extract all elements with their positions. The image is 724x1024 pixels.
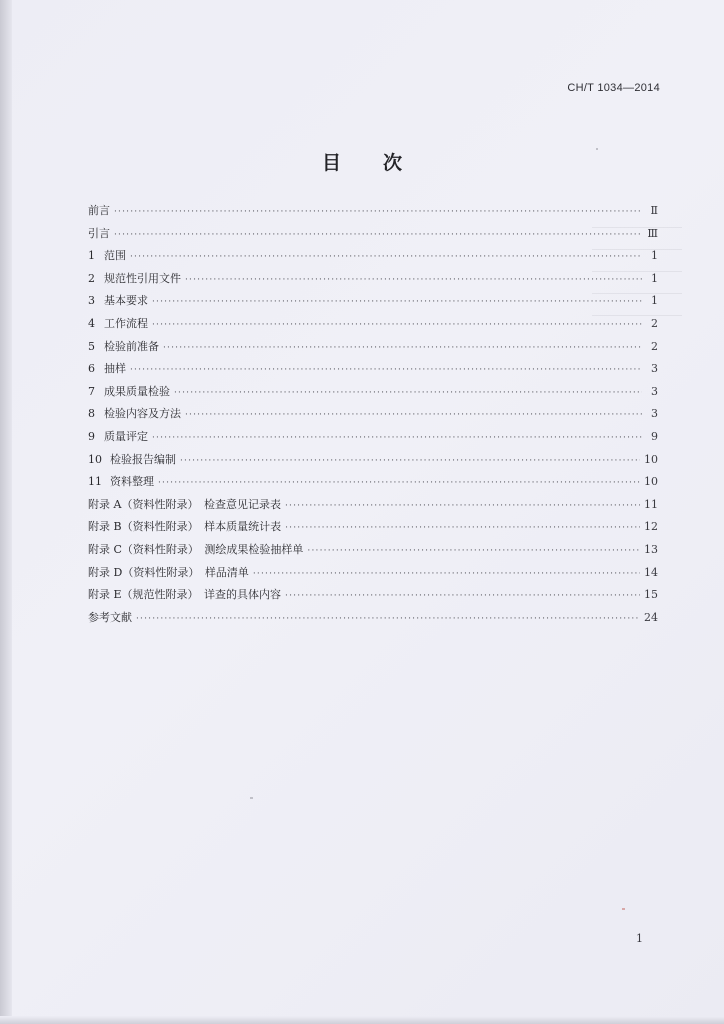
- toc-entry-title: 抽样: [104, 362, 126, 376]
- toc-entry-number: 6: [88, 362, 95, 376]
- toc-entry-title: 附录 D（资料性附录） 样品清单: [88, 565, 249, 579]
- toc-entry-page: 24: [644, 610, 658, 624]
- toc-entry-page: 1: [651, 271, 658, 285]
- toc-entry-label: [88, 516, 285, 539]
- toc-entry-label: [88, 200, 114, 223]
- toc-leader-dots: [130, 246, 642, 269]
- toc-entry-label: [88, 562, 253, 585]
- toc-entry-appendix-b[interactable]: [88, 516, 658, 539]
- toc-entry-page: 14: [644, 565, 658, 579]
- scan-speck: [250, 797, 253, 799]
- toc-leader-dots: [152, 427, 642, 450]
- toc-entry-page: 13: [644, 542, 658, 556]
- toc-leader-dots: [114, 224, 642, 247]
- page-bottom-edge: [0, 1016, 724, 1024]
- toc-entry-appendix-e[interactable]: [88, 584, 658, 607]
- toc-entry-label: [88, 290, 152, 313]
- toc-entry-9[interactable]: [88, 426, 658, 449]
- toc-entry-title: 工作流程: [104, 316, 148, 330]
- toc-list: [88, 200, 658, 629]
- toc-entry-page: 9: [651, 429, 658, 443]
- toc-entry-8[interactable]: [88, 403, 658, 426]
- toc-entry-references[interactable]: [88, 607, 658, 630]
- toc-entry-number: 8: [88, 407, 95, 421]
- toc-entry-title: 参考文献: [88, 610, 132, 624]
- toc-entry-page: 1: [651, 249, 658, 263]
- toc-entry-page: 3: [651, 362, 658, 376]
- toc-entry-7[interactable]: [88, 381, 658, 404]
- toc-leader-dots: [285, 517, 640, 540]
- toc-leader-dots: [163, 337, 642, 360]
- toc-entry-number: 4: [88, 316, 95, 330]
- toc-entry-page: 2: [651, 316, 658, 330]
- toc-entry-label: [88, 381, 174, 404]
- toc-entry-page: 15: [644, 588, 658, 602]
- toc-entry-title: 成果质量检验: [104, 384, 170, 398]
- toc-entry-6[interactable]: [88, 358, 658, 381]
- scan-speck: [596, 148, 598, 150]
- toc-entry-appendix-d[interactable]: [88, 562, 658, 585]
- toc-entry-label: [88, 403, 185, 426]
- toc-entry-label: [88, 358, 130, 381]
- toc-entry-title: 规范性引用文件: [104, 271, 181, 285]
- toc-entry-page: Ⅱ: [650, 204, 658, 217]
- toc-entry-page: 10: [644, 452, 658, 466]
- toc-entry-appendix-a[interactable]: [88, 494, 658, 517]
- scan-speck: [622, 908, 625, 910]
- toc-entry-number: 11: [88, 475, 102, 489]
- toc-entry-label: [88, 426, 152, 449]
- toc-entry-title: 附录 E（规范性附录） 详查的具体内容: [88, 588, 282, 602]
- page-number: 1: [636, 932, 643, 945]
- toc-leader-dots: [114, 201, 642, 224]
- toc-leader-dots: [307, 540, 640, 563]
- toc-entry-title: 附录 B（资料性附录） 样本质量统计表: [88, 520, 282, 534]
- toc-entry-page: 10: [644, 475, 658, 489]
- toc-entry-10[interactable]: [88, 449, 658, 472]
- toc-entry-label: [88, 607, 136, 630]
- toc-entry-number: 10: [88, 452, 102, 466]
- toc-entry-label: [88, 539, 307, 562]
- toc-entry-number: 3: [88, 294, 95, 308]
- toc-entry-label: [88, 268, 185, 291]
- toc-leader-dots: [185, 269, 642, 292]
- toc-entry-introduction[interactable]: [88, 223, 658, 246]
- toc-title-char-2: 次: [383, 152, 403, 174]
- toc-leader-dots: [158, 472, 640, 495]
- toc-entry-title: 质量评定: [104, 429, 148, 443]
- toc-entry-label: [88, 471, 158, 494]
- toc-entry-number: 1: [88, 249, 95, 263]
- standard-code: CH/T 1034—2014: [567, 82, 660, 94]
- toc-entry-page: Ⅲ: [647, 226, 658, 240]
- toc-entry-foreword[interactable]: [88, 200, 658, 223]
- toc-entry-label: [88, 449, 180, 472]
- toc-leader-dots: [285, 585, 640, 608]
- toc-entry-title: 检验前准备: [104, 339, 159, 353]
- toc-entry-5[interactable]: [88, 336, 658, 359]
- toc-leader-dots: [185, 404, 642, 427]
- toc-leader-dots: [253, 563, 640, 586]
- toc-leader-dots: [174, 382, 642, 405]
- toc-entry-title: 资料整理: [110, 475, 154, 489]
- toc-entry-label: [88, 313, 152, 336]
- toc-entry-11[interactable]: [88, 471, 658, 494]
- toc-entry-1[interactable]: [88, 245, 658, 268]
- toc-title: [0, 148, 724, 175]
- toc-entry-title: 基本要求: [104, 294, 148, 308]
- toc-entry-4[interactable]: [88, 313, 658, 336]
- toc-entry-page: 3: [651, 407, 658, 421]
- toc-entry-page: 11: [644, 497, 658, 511]
- toc-leader-dots: [136, 608, 640, 631]
- toc-entry-label: [88, 584, 285, 607]
- toc-entry-label: [88, 223, 114, 246]
- toc-leader-dots: [180, 450, 640, 473]
- toc-entry-title: 引言: [88, 226, 110, 240]
- toc-entry-page: 3: [651, 384, 658, 398]
- toc-entry-title: 附录 C（资料性附录） 测绘成果检验抽样单: [88, 542, 304, 556]
- toc-entry-label: [88, 245, 130, 268]
- toc-entry-title: 前言: [88, 204, 110, 217]
- toc-entry-page: 12: [644, 520, 658, 534]
- toc-entry-number: 5: [88, 339, 95, 353]
- toc-leader-dots: [285, 495, 640, 518]
- toc-entry-label: [88, 336, 163, 359]
- toc-entry-number: 2: [88, 271, 95, 285]
- toc-entry-number: 7: [88, 384, 95, 398]
- toc-entry-title: 范围: [104, 249, 126, 263]
- toc-entry-number: 9: [88, 429, 95, 443]
- toc-leader-dots: [152, 314, 642, 337]
- toc-entry-title: 附录 A（资料性附录） 检查意见记录表: [88, 497, 281, 511]
- toc-entry-page: 1: [651, 294, 658, 308]
- toc-entry-page: 2: [651, 339, 658, 353]
- toc-entry-appendix-c[interactable]: [88, 539, 658, 562]
- toc-leader-dots: [130, 359, 642, 382]
- toc-entry-3[interactable]: [88, 290, 658, 313]
- toc-title-char-1: 目: [321, 152, 341, 174]
- toc-entry-title: 检验报告编制: [110, 452, 176, 466]
- toc-entry-2[interactable]: [88, 268, 658, 291]
- toc-entry-label: [88, 494, 285, 517]
- toc-entry-title: 检验内容及方法: [104, 407, 181, 421]
- toc-leader-dots: [152, 291, 642, 314]
